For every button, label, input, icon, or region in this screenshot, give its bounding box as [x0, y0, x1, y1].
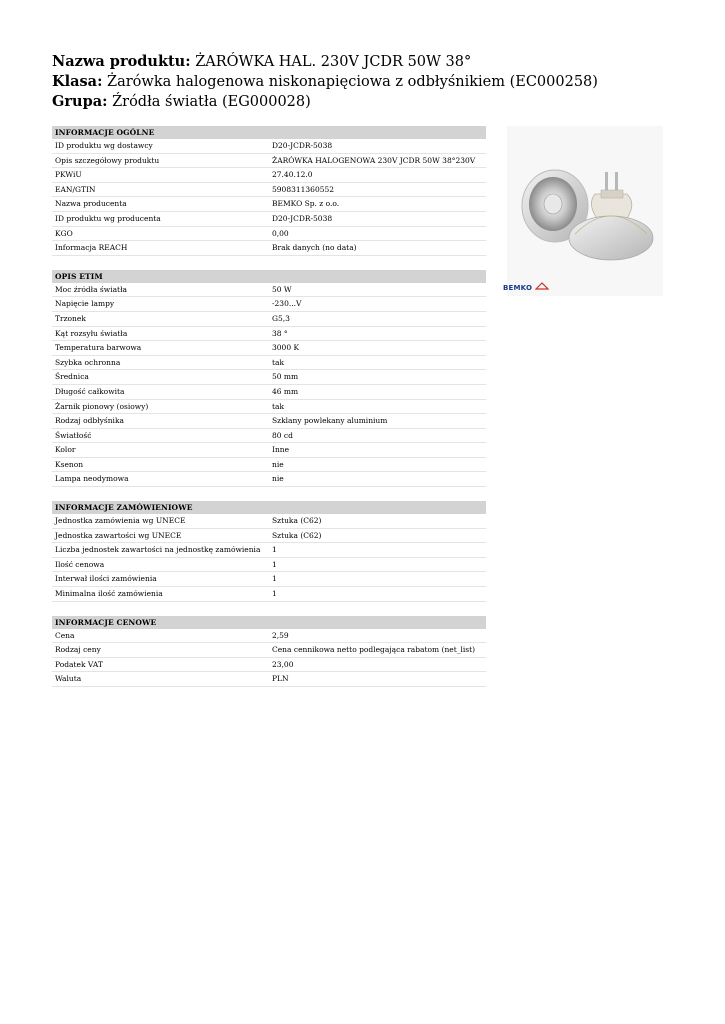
row-value: 80 cd	[272, 430, 293, 440]
group-value: Źródła światła (EG000028)	[112, 94, 311, 110]
table-row	[52, 385, 486, 400]
table-row	[52, 327, 486, 342]
row-value: 23,00	[272, 659, 294, 669]
row-label: Temperatura barwowa	[55, 343, 142, 353]
group-line	[52, 92, 598, 112]
table-row	[52, 572, 486, 587]
table-row	[52, 183, 486, 198]
table-row	[52, 139, 486, 154]
row-label: ID produktu wg dostawcy	[55, 141, 153, 150]
table-row	[52, 443, 486, 458]
row-value: nie	[272, 474, 284, 484]
row-value: 1	[272, 574, 277, 584]
row-label: Lampa neodymowa	[55, 474, 129, 484]
row-label: Napięcie lampy	[55, 299, 115, 309]
table-row	[52, 197, 486, 212]
row-label: Cena	[55, 630, 75, 640]
table-row	[52, 297, 486, 312]
row-label: Minimalna ilość zamówienia	[55, 589, 163, 599]
table-row	[52, 529, 486, 544]
row-value: 1	[272, 545, 277, 555]
row-value: 2,59	[272, 630, 289, 640]
row-label: Liczba jednostek zawartości na jednostkę zamówienia	[55, 545, 261, 555]
table-row	[52, 672, 486, 687]
row-label: Podatek VAT	[55, 659, 103, 669]
table-row	[52, 629, 486, 644]
row-value: 0,00	[272, 228, 289, 238]
row-value: G5,3	[272, 313, 290, 323]
row-value: BEMKO Sp. z o.o.	[272, 199, 340, 209]
table-row	[52, 400, 486, 415]
row-label: Szybka ochronna	[55, 357, 121, 367]
row-label: Średnica	[55, 372, 89, 382]
product-name-value: ŻARÓWKA HAL. 230V JCDR 50W 38°	[195, 54, 472, 70]
row-value: PLN	[272, 674, 289, 684]
table-row	[52, 414, 486, 429]
section-title: INFORMACJE OGÓLNE	[52, 126, 486, 139]
section-title: INFORMACJE CENOWE	[52, 616, 486, 629]
product-name-line	[52, 52, 598, 72]
spec-tables	[52, 126, 486, 701]
row-value: 27.40.12.0	[272, 170, 313, 180]
table-row	[52, 168, 486, 183]
product-photo	[507, 126, 663, 296]
section-1	[52, 270, 486, 487]
row-value: tak	[272, 401, 285, 411]
row-value: 3000 K	[272, 343, 300, 353]
row-value: Szklany powlekany aluminium	[272, 416, 388, 426]
section-title: INFORMACJE ZAMÓWIENIOWE	[52, 501, 486, 514]
row-value: 1	[272, 589, 277, 599]
table-row	[52, 341, 486, 356]
row-value: Inne	[272, 445, 290, 455]
row-value: Cena cennikowa netto podlegająca rabatom (net_list)	[272, 645, 476, 655]
row-label: Ilość cenowa	[55, 559, 105, 569]
row-value: nie	[272, 459, 284, 469]
table-row	[52, 472, 486, 487]
row-label: EAN/GTIN	[55, 184, 96, 194]
class-line	[52, 72, 598, 92]
section-2	[52, 501, 486, 602]
row-label: Trzonek	[55, 313, 86, 323]
table-row	[52, 283, 486, 298]
halogen-bulb-illustration	[507, 126, 663, 296]
row-label: Kolor	[55, 445, 76, 455]
row-label: ID produktu wg producenta	[55, 213, 161, 223]
row-value: tak	[272, 357, 285, 367]
row-value: D20-JCDR-5038	[272, 141, 333, 150]
row-label: Jednostka zamówienia wg UNECE	[55, 516, 186, 526]
table-row	[52, 458, 486, 473]
row-label: Opis szczegółowy produktu	[55, 155, 160, 165]
class-key: Klasa:	[52, 73, 103, 90]
row-label: Rodzaj odbłyśnika	[55, 416, 124, 426]
row-value: ŻARÓWKA HALOGENOWA 230V JCDR 50W 38°230V	[272, 155, 476, 165]
row-label: KGO	[55, 228, 73, 238]
row-value: 50 W	[272, 284, 292, 294]
section-3	[52, 616, 486, 687]
row-label: Rodzaj ceny	[55, 645, 101, 655]
section-title: OPIS ETIM	[52, 270, 486, 283]
section-0	[52, 126, 486, 256]
table-row	[52, 514, 486, 529]
row-value: 1	[272, 559, 277, 569]
table-row	[52, 658, 486, 673]
row-value: 46 mm	[272, 386, 299, 396]
row-label: Długość całkowita	[55, 386, 125, 396]
row-label: Kąt rozsyłu światła	[55, 328, 128, 338]
product-header	[52, 52, 598, 112]
table-row	[52, 154, 486, 169]
row-label: Nazwa producenta	[55, 199, 127, 209]
group-key: Grupa:	[52, 93, 108, 110]
bemko-logo-text: BEMKO	[503, 284, 533, 292]
table-row	[52, 370, 486, 385]
table-row	[52, 312, 486, 327]
table-row	[52, 212, 486, 227]
row-label: Waluta	[55, 674, 82, 684]
table-row	[52, 227, 486, 242]
row-label: Żarnik pionowy (osiowy)	[55, 401, 149, 411]
row-value: Sztuka (C62)	[272, 516, 322, 526]
row-label: Interwał ilości zamówienia	[55, 574, 157, 584]
product-name-key: Nazwa produktu:	[52, 53, 191, 70]
bemko-logo	[503, 282, 549, 292]
table-row	[52, 543, 486, 558]
row-value: 38 °	[272, 328, 288, 338]
row-label: Światłość	[55, 430, 92, 440]
row-value: -230...V	[272, 299, 302, 309]
table-row	[52, 643, 486, 658]
row-value: D20-JCDR-5038	[272, 213, 333, 223]
class-value: Żarówka halogenowa niskonapięciowa z odbłyśnikiem (EC000258)	[107, 74, 598, 90]
row-label: Moc źródła światła	[55, 284, 127, 294]
row-value: Brak danych (no data)	[272, 243, 357, 253]
table-row	[52, 558, 486, 573]
table-row	[52, 241, 486, 256]
table-row	[52, 587, 486, 602]
table-row	[52, 356, 486, 371]
table-row	[52, 429, 486, 444]
row-label: Jednostka zawartości wg UNECE	[55, 530, 182, 540]
logo-triangle-icon	[535, 282, 549, 290]
row-label: Ksenon	[55, 459, 84, 469]
row-value: 5908311360552	[272, 184, 335, 194]
row-value: Sztuka (C62)	[272, 530, 322, 540]
row-label: Informacja REACH	[55, 243, 128, 253]
row-label: PKWiU	[55, 170, 82, 180]
row-value: 50 mm	[272, 372, 299, 382]
